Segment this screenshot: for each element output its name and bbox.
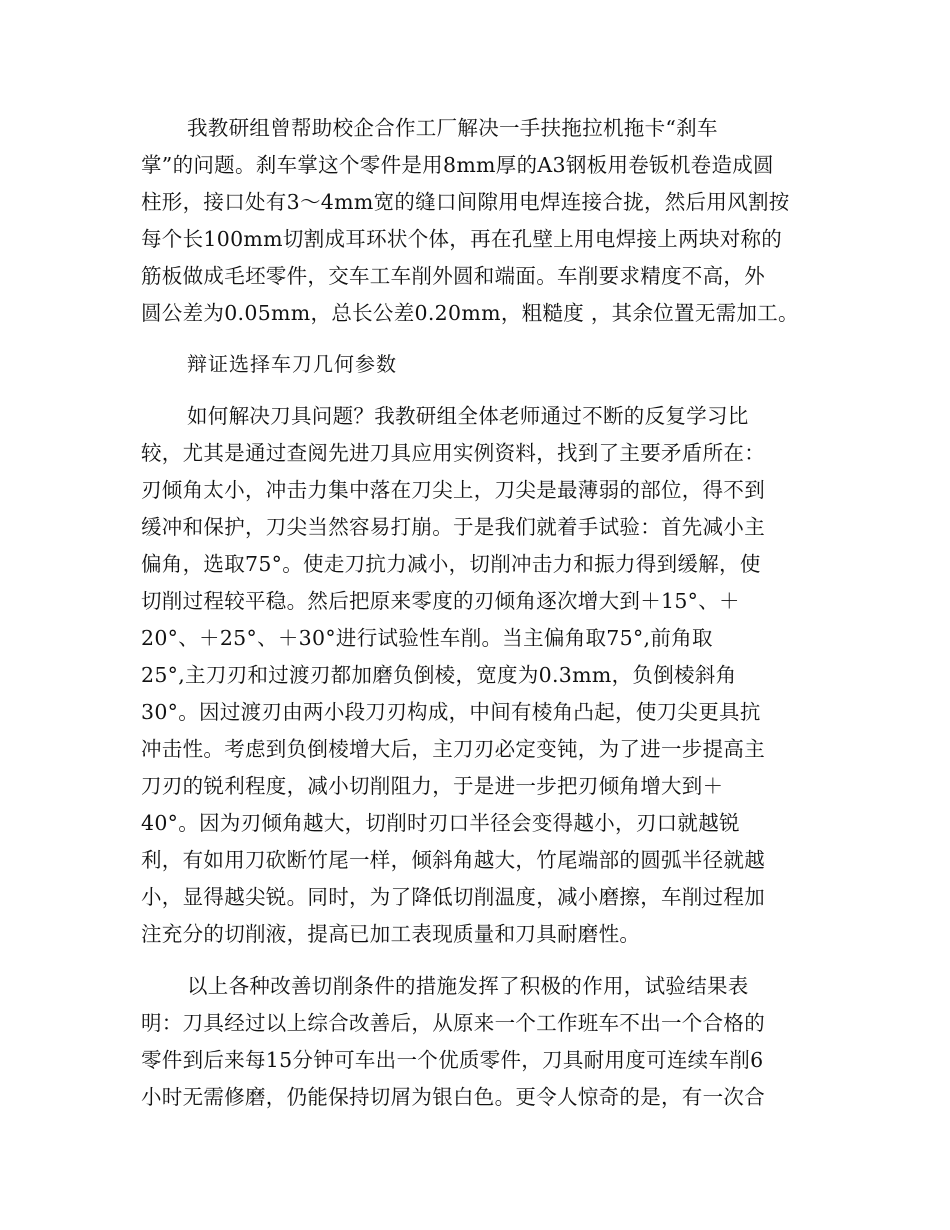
paragraph-1-line-3: 柱形，接口处有3～4mm宽的缝口间隙用电焊连接合拢，然后用风割按 xyxy=(141,190,790,214)
paragraph-1-line-1: 我教研组曾帮助校企合作工厂解决一手扶拖拉机拖卡“刹车 xyxy=(187,116,718,140)
paragraph-3-line-2: 明：刀具经过以上综合改善后，从原来一个工作班车不出一个合格的 xyxy=(141,1011,765,1035)
paragraph-2-line-4: 缓冲和保护，刀尖当然容易打崩。于是我们就着手试验：首先减小主 xyxy=(141,515,765,539)
paragraph-1-line-4: 每个长100mm切割成耳环状个体，再在孔壁上用电焊接上两块对称的 xyxy=(141,227,783,251)
paragraph-2-line-12: 40°。因为刃倾角越大，切削时刃口半径会变得越小，刃口就越锐 xyxy=(141,811,740,835)
paragraph-2-line-11: 刀刃的锐利程度，减小切削阻力，于是进一步把刃倾角增大到＋ xyxy=(141,774,724,798)
paragraph-2-line-10: 冲击性。考虑到负倒棱增大后，主刀刃必定变钝，为了进一步提高主 xyxy=(141,737,765,761)
paragraph-3-line-4: 小时无需修磨，仍能保持切屑为银白色。更令人惊奇的是，有一次合 xyxy=(141,1085,765,1109)
paragraph-2-line-9: 30°。因过渡刃由两小段刀刃构成，中间有棱角凸起，使刀尖更具抗 xyxy=(141,700,761,724)
paragraph-2-line-6: 切削过程较平稳。然后把原来零度的刃倾角逐次增大到＋15°、＋ xyxy=(141,589,740,613)
paragraph-3-line-3: 零件到后来每15分钟可车出一个优质零件，刀具耐用度可连续车削6 xyxy=(141,1048,764,1072)
paragraph-2-line-7: 20°、＋25°、＋30°进行试验性车削。当主偏角取75°,前角取 xyxy=(141,626,713,650)
paragraph-1-line-6: 圆公差为0.05mm，总长公差0.20mm，粗糙度 ，其余位置无需加工。 xyxy=(141,301,799,325)
paragraph-1-line-2: 掌”的问题。刹车掌这个零件是用8mm厚的A3钢板用卷钣机卷造成圆 xyxy=(141,153,774,177)
paragraph-2-line-5: 偏角，选取75°。使走刀抗力减小，切削冲击力和振力得到缓解，使 xyxy=(141,552,761,576)
paragraph-2-line-13: 利，有如用刀砍断竹尾一样，倾斜角越大，竹尾端部的圆弧半径就越 xyxy=(141,848,765,872)
paragraph-2-line-15: 注充分的切削液，提高已加工表现质量和刀具耐磨性。 xyxy=(141,922,641,946)
section-heading: 辩证选择车刀几何参数 xyxy=(187,352,397,376)
paragraph-2-line-14: 小，显得越尖锐。同时，为了降低切削温度，减小磨擦，车削过程加 xyxy=(141,885,765,909)
paragraph-2-line-8: 25°,主刀刃和过渡刃都加磨负倒棱，宽度为0.3mm，负倒棱斜角 xyxy=(141,663,737,687)
paragraph-2-line-1: 如何解决刀具问题？我教研组全体老师通过不断的反复学习比 xyxy=(187,404,749,428)
paragraph-1-line-5: 筋板做成毛坯零件，交车工车削外圆和端面。车削要求精度不高，外 xyxy=(141,264,765,288)
paragraph-3-line-1: 以上各种改善切削条件的措施发挥了积极的作用，试验结果表 xyxy=(187,974,749,998)
paragraph-2-line-3: 刃倾角太小，冲击力集中落在刀尖上，刀尖是最薄弱的部位，得不到 xyxy=(141,478,765,502)
paragraph-2-line-2: 较，尤其是通过查阅先进刀具应用实例资料，找到了主要矛盾所在： xyxy=(141,441,765,465)
